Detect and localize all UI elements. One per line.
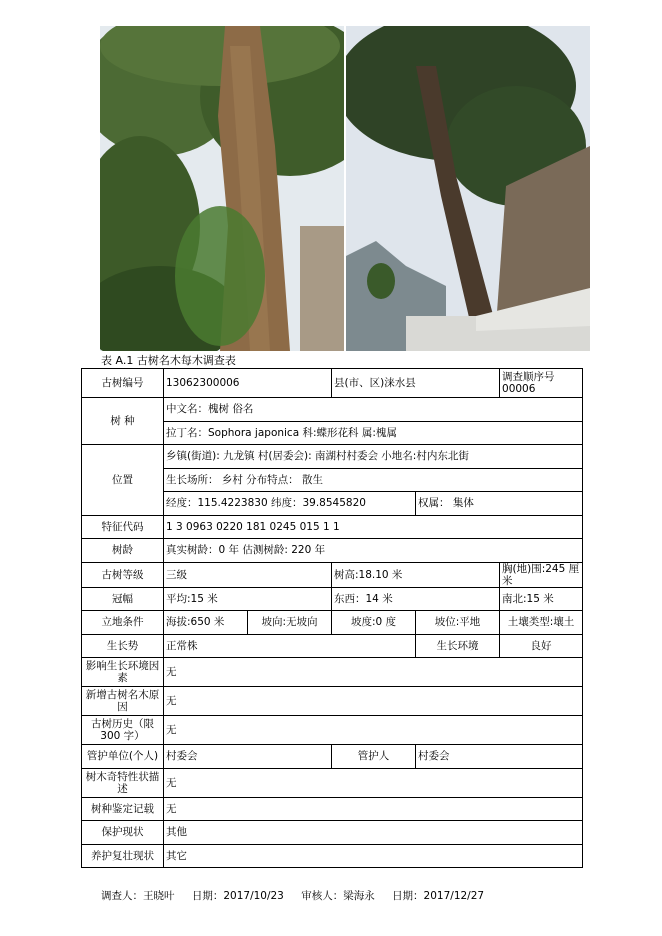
new-reason-label: 新增古树名木原因 [82, 687, 164, 716]
signature-footer [101, 888, 498, 903]
table-row [82, 745, 583, 769]
custodian-unit-value: 村委会 [164, 745, 332, 769]
table-row [82, 687, 583, 716]
table-row [82, 611, 583, 635]
special-traits-value: 无 [164, 768, 583, 797]
environment-value: 良好 [500, 634, 583, 658]
survey-order-cell [500, 369, 583, 398]
identification-value: 无 [164, 797, 583, 821]
tree-photo-left [100, 26, 344, 351]
altitude: 海拔:650 米 [164, 611, 248, 635]
grade-value: 三级 [164, 562, 332, 587]
tree-id-value: 13062300006 [164, 369, 332, 398]
slope-position: 坡位:平地 [416, 611, 500, 635]
history-value: 无 [164, 716, 583, 745]
investigator: 调查人：王晓叶 [101, 890, 175, 902]
crown-north-south: 南北:15 米 [500, 587, 583, 611]
vigor-label: 生长势 [82, 634, 164, 658]
special-traits-label: 树木奇特性状描述 [82, 768, 164, 797]
table-row [82, 768, 583, 797]
table-row [82, 539, 583, 563]
table-row [82, 716, 583, 745]
table-row [82, 634, 583, 658]
table-row [82, 398, 583, 422]
vigor-value: 正常株 [164, 634, 416, 658]
table-row [82, 844, 583, 868]
tree-age-value: 真实树龄：0 年 估测树龄: 220 年 [164, 539, 583, 563]
latin-name: 拉丁名：Sophora japonica 科:蝶形花科 属:槐属 [164, 421, 583, 445]
tree-id-label: 古树编号 [82, 369, 164, 398]
table-row [82, 369, 583, 398]
maintenance-value: 其它 [164, 844, 583, 868]
ownership: 权属： 集体 [416, 492, 583, 516]
tree-photo-right [346, 26, 590, 351]
impact-factors-value: 无 [164, 658, 583, 687]
table-row [82, 658, 583, 687]
table-row [82, 821, 583, 845]
chinese-name: 中文名：槐树 俗名 [164, 398, 583, 422]
tree-height: 树高:18.10 米 [332, 562, 500, 587]
tree-age-label: 树龄 [82, 539, 164, 563]
protection-value: 其他 [164, 821, 583, 845]
investigation-date: 日期：2017/10/23 [191, 890, 284, 902]
review-date: 日期：2017/12/27 [392, 890, 485, 902]
crown-label: 冠幅 [82, 587, 164, 611]
table-row [82, 587, 583, 611]
table-row [82, 515, 583, 539]
custodian-person-value: 村委会 [416, 745, 583, 769]
table-caption: 表 A.1 古树名木每木调查表 [101, 354, 236, 367]
maintenance-label: 养护复壮现状 [82, 844, 164, 868]
reviewer: 审核人：梁海永 [301, 890, 375, 902]
slope-aspect: 坡向:无坡向 [248, 611, 332, 635]
species-label: 树 种 [82, 398, 164, 445]
survey-order-label: 调查顺序号 [502, 371, 555, 383]
table-row [82, 797, 583, 821]
soil-type: 土壤类型:壤土 [500, 611, 583, 635]
location-town: 乡镇(街道): 九龙镇 村(居委会): 南湖村村委会 小地名:村内东北街 [164, 445, 583, 469]
environment-label: 生长环境 [416, 634, 500, 658]
identification-label: 树种鉴定记载 [82, 797, 164, 821]
county-value: 县(市、区)涞水县 [332, 369, 500, 398]
crown-average: 平均:15 米 [164, 587, 332, 611]
grade-label: 古树等级 [82, 562, 164, 587]
tree-girth: 胸(地)围:245 厘米 [500, 562, 583, 587]
impact-factors-label: 影响生长环境因素 [82, 658, 164, 687]
feature-code-label: 特征代码 [82, 515, 164, 539]
feature-code-value: 1 3 0963 0220 181 0245 015 1 1 [164, 515, 583, 539]
new-reason-value: 无 [164, 687, 583, 716]
tree-survey-table [81, 368, 583, 868]
coordinates: 经度：115.4223830 纬度：39.8545820 [164, 492, 416, 516]
slope-degree: 坡度:0 度 [332, 611, 416, 635]
protection-label: 保护现状 [82, 821, 164, 845]
site-condition-label: 立地条件 [82, 611, 164, 635]
custodian-unit-label: 管护单位(个人) [82, 745, 164, 769]
growth-site: 生长场所： 乡村 分布特点： 散生 [164, 468, 583, 492]
table-row [82, 445, 583, 469]
location-label: 位置 [82, 445, 164, 516]
crown-east-west: 东西：14 米 [332, 587, 500, 611]
history-label: 古树历史（限300 字） [82, 716, 164, 745]
custodian-person-label: 管护人 [332, 745, 416, 769]
survey-order-value: 00006 [502, 383, 536, 395]
table-row [82, 562, 583, 587]
